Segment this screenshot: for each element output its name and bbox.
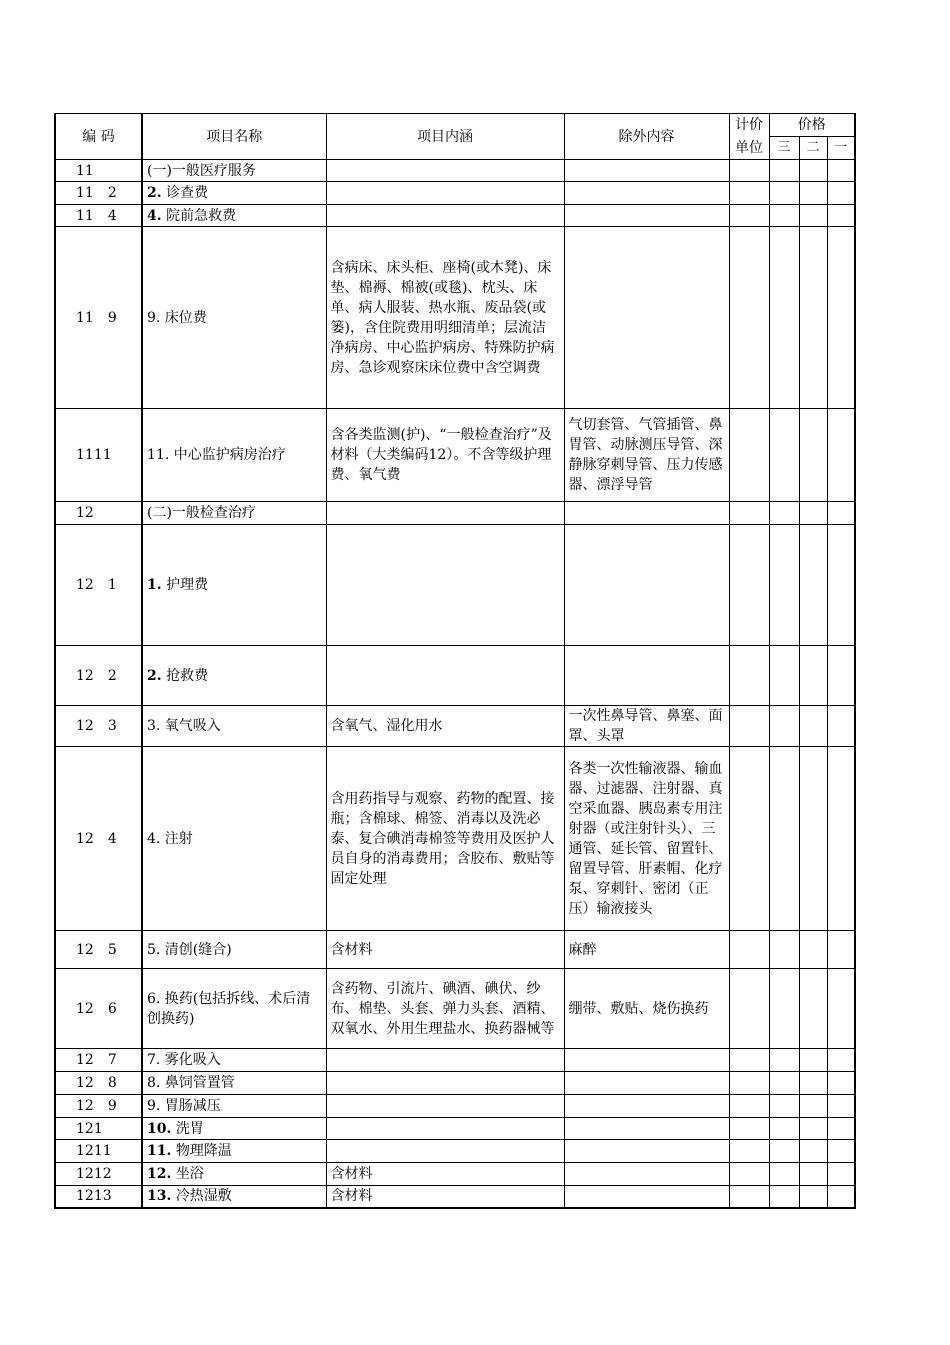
row-unit xyxy=(729,1049,769,1072)
row-price-level-1 xyxy=(827,1186,855,1208)
row-content: 含病床、床头柜、座椅(或木凳)、床垫、棉褥、棉被(或毯)、枕头、床单、病人服装、热水瓶、废品袋(或篓)，含住院费用明细清单；层流洁净病房、中心监护病房、特殊防护病房、急诊观察床床位费中含空调费 xyxy=(326,227,564,409)
row-unit xyxy=(729,502,769,525)
row-code: 1213 xyxy=(55,1186,142,1208)
table-row xyxy=(55,160,855,182)
row-price-level-1 xyxy=(827,160,855,182)
row-name-text: 9. 床位费 xyxy=(147,309,207,326)
row-name xyxy=(142,205,326,227)
row-name xyxy=(142,931,326,969)
row-code: 12 8 xyxy=(55,1072,142,1095)
row-name xyxy=(142,969,326,1049)
row-unit xyxy=(729,969,769,1049)
row-price-level-2 xyxy=(799,1118,827,1140)
row-excluded xyxy=(564,182,729,205)
row-name xyxy=(142,502,326,525)
row-price-level-1 xyxy=(827,747,855,931)
table-row xyxy=(55,1118,855,1140)
row-content xyxy=(326,1140,564,1163)
row-content xyxy=(326,1118,564,1140)
row-name-text: 7. 雾化吸入 xyxy=(147,1052,221,1068)
row-price-level-3 xyxy=(769,1186,799,1208)
row-unit xyxy=(729,1072,769,1095)
row-code: 12 5 xyxy=(55,931,142,969)
row-price-level-3 xyxy=(769,1095,799,1118)
row-price-level-1 xyxy=(827,502,855,525)
row-excluded: 各类一次性输液器、输血器、过滤器、注射器、真空采血器、胰岛素专用注射器（或注射针头）、三通管、延长管、留置针、留置导管、肝素帽、化疗泵、穿刺针、密闭（正压）输液接头 xyxy=(564,747,729,931)
row-code: 1211 xyxy=(55,1140,142,1163)
row-content xyxy=(326,1072,564,1095)
row-content xyxy=(326,182,564,205)
row-unit xyxy=(729,1095,769,1118)
row-excluded: 麻醉 xyxy=(564,931,729,969)
row-price-level-3 xyxy=(769,502,799,525)
table-row xyxy=(55,1186,855,1208)
row-name-text: 冷热湿敷 xyxy=(175,1188,232,1205)
row-number: 11. xyxy=(147,1143,172,1159)
row-price-level-1 xyxy=(827,646,855,706)
header-unit-line1: 计价 xyxy=(729,114,769,137)
row-number: 13. xyxy=(147,1188,172,1205)
row-code: 1212 xyxy=(55,1163,142,1186)
row-name-text: 抢救费 xyxy=(166,667,209,684)
row-unit xyxy=(729,1140,769,1163)
row-name xyxy=(142,1049,326,1072)
table-row xyxy=(55,747,855,931)
row-name xyxy=(142,706,326,747)
row-excluded xyxy=(564,502,729,525)
row-content xyxy=(326,502,564,525)
row-content: 含材料 xyxy=(326,931,564,969)
table-row xyxy=(55,1095,855,1118)
row-content xyxy=(326,646,564,706)
row-price-level-2 xyxy=(799,409,827,502)
row-price-level-1 xyxy=(827,409,855,502)
row-excluded xyxy=(564,1118,729,1140)
row-number: 10. xyxy=(147,1120,172,1137)
row-unit xyxy=(729,1118,769,1140)
row-unit xyxy=(729,525,769,646)
table-row xyxy=(55,1140,855,1163)
row-excluded xyxy=(564,525,729,646)
row-code: 12 9 xyxy=(55,1095,142,1118)
row-price-level-1 xyxy=(827,1118,855,1140)
row-price-level-3 xyxy=(769,747,799,931)
row-code: 12 6 xyxy=(55,969,142,1049)
row-price-level-3 xyxy=(769,969,799,1049)
row-code: 12 1 xyxy=(55,525,142,646)
row-number: 2. xyxy=(147,667,162,684)
row-content: 含材料 xyxy=(326,1163,564,1186)
table-row xyxy=(55,1049,855,1072)
row-unit xyxy=(729,1163,769,1186)
row-name-text: (一)一般医疗服务 xyxy=(147,162,256,179)
row-excluded: 气切套管、气管插管、鼻胃管、动脉测压导管、深静脉穿刺导管、压力传感器、漂浮导管 xyxy=(564,409,729,502)
row-code: 1111 xyxy=(55,409,142,502)
row-name xyxy=(142,409,326,502)
row-unit xyxy=(729,747,769,931)
row-number: 1. xyxy=(147,577,162,593)
row-unit xyxy=(729,1186,769,1208)
row-name xyxy=(142,1140,326,1163)
row-price-level-1 xyxy=(827,227,855,409)
row-name xyxy=(142,227,326,409)
table-row xyxy=(55,931,855,969)
row-name xyxy=(142,182,326,205)
row-price-level-2 xyxy=(799,1049,827,1072)
table-row xyxy=(55,646,855,706)
row-price-level-2 xyxy=(799,160,827,182)
row-excluded: 一次性鼻导管、鼻塞、面罩、头罩 xyxy=(564,706,729,747)
row-code: 11 xyxy=(55,160,142,182)
row-unit xyxy=(729,227,769,409)
row-price-level-2 xyxy=(799,182,827,205)
row-price-level-3 xyxy=(769,409,799,502)
row-excluded xyxy=(564,1186,729,1208)
table-row xyxy=(55,409,855,502)
row-code: 121 xyxy=(55,1118,142,1140)
table-row xyxy=(55,1072,855,1095)
row-price-level-1 xyxy=(827,1072,855,1095)
row-name-text: 护理费 xyxy=(166,577,209,593)
table-row xyxy=(55,1163,855,1186)
row-excluded xyxy=(564,160,729,182)
table-row xyxy=(55,182,855,205)
row-price-level-3 xyxy=(769,1118,799,1140)
header-price: 价格 xyxy=(769,114,855,137)
row-name-text: 11. 中心监护病房治疗 xyxy=(147,447,286,463)
row-name-text: 3. 氧气吸入 xyxy=(147,718,221,734)
row-content: 含各类监测(护)、“一般检查治疗”及材料（大类编码12）。不含等级护理费、氧气费 xyxy=(326,409,564,502)
header-excluded: 除外内容 xyxy=(564,114,729,160)
header-price-level-2: 二 xyxy=(799,137,827,160)
row-price-level-2 xyxy=(799,931,827,969)
row-price-level-3 xyxy=(769,706,799,747)
row-price-level-1 xyxy=(827,1049,855,1072)
header-code: 编 码 xyxy=(55,114,142,160)
table-row xyxy=(55,525,855,646)
row-name-text: 诊查费 xyxy=(166,185,209,201)
row-price-level-1 xyxy=(827,205,855,227)
row-price-level-1 xyxy=(827,1163,855,1186)
row-name-text: 8. 鼻饲管置管 xyxy=(147,1075,235,1091)
row-name-text: 6. 换药(包括拆线、术后清创换药) xyxy=(147,990,311,1027)
row-code: 11 4 xyxy=(55,205,142,227)
row-price-level-2 xyxy=(799,747,827,931)
row-excluded xyxy=(564,1072,729,1095)
row-content xyxy=(326,1049,564,1072)
header-price-level-1: 一 xyxy=(827,137,855,160)
price-table xyxy=(54,113,856,1209)
row-name xyxy=(142,1118,326,1140)
row-name-text: 坐浴 xyxy=(175,1166,204,1182)
row-unit xyxy=(729,931,769,969)
row-content: 含用药指导与观察、药物的配置、接瓶；含棉球、棉签、消毒以及洗必泰、复合碘消毒棉签等费用及医护人员自身的消毒费用；含胶布、敷贴等固定处理 xyxy=(326,747,564,931)
row-price-level-3 xyxy=(769,1140,799,1163)
row-name xyxy=(142,747,326,931)
row-name xyxy=(142,1072,326,1095)
row-name-text: 9. 胃肠减压 xyxy=(147,1098,221,1114)
row-price-level-2 xyxy=(799,525,827,646)
row-excluded xyxy=(564,227,729,409)
row-name-text: 院前急救费 xyxy=(166,207,237,224)
row-price-level-2 xyxy=(799,1095,827,1118)
row-code: 11 2 xyxy=(55,182,142,205)
row-price-level-2 xyxy=(799,1072,827,1095)
row-excluded xyxy=(564,1095,729,1118)
row-content xyxy=(326,1095,564,1118)
row-price-level-1 xyxy=(827,969,855,1049)
row-price-level-2 xyxy=(799,646,827,706)
row-price-level-1 xyxy=(827,1095,855,1118)
row-code: 12 xyxy=(55,502,142,525)
row-name-text: 物理降温 xyxy=(175,1143,232,1159)
row-price-level-2 xyxy=(799,227,827,409)
header-unit-line2: 单位 xyxy=(729,137,769,160)
table-row xyxy=(55,502,855,525)
row-unit xyxy=(729,646,769,706)
row-name-text: 5. 清创(缝合) xyxy=(147,941,232,958)
header-price-level-3: 三 xyxy=(769,137,799,160)
table-row xyxy=(55,205,855,227)
row-code: 12 3 xyxy=(55,706,142,747)
row-price-level-2 xyxy=(799,1163,827,1186)
row-code: 12 4 xyxy=(55,747,142,931)
row-price-level-2 xyxy=(799,502,827,525)
row-name xyxy=(142,1186,326,1208)
table-row xyxy=(55,227,855,409)
row-name xyxy=(142,646,326,706)
row-excluded: 绷带、敷贴、烧伤换药 xyxy=(564,969,729,1049)
row-unit xyxy=(729,205,769,227)
row-price-level-2 xyxy=(799,706,827,747)
row-name xyxy=(142,1163,326,1186)
row-name-text: 洗胃 xyxy=(175,1120,204,1137)
row-content: 含材料 xyxy=(326,1186,564,1208)
row-content xyxy=(326,160,564,182)
row-price-level-3 xyxy=(769,1163,799,1186)
row-code: 12 7 xyxy=(55,1049,142,1072)
row-excluded xyxy=(564,1140,729,1163)
row-unit xyxy=(729,706,769,747)
row-excluded xyxy=(564,646,729,706)
row-code: 12 2 xyxy=(55,646,142,706)
row-content: 含药物、引流片、碘酒、碘伏、纱布、棉垫、头套、弹力头套、酒精、双氧水、外用生理盐水、换药器械等 xyxy=(326,969,564,1049)
row-unit xyxy=(729,160,769,182)
header-name: 项目名称 xyxy=(142,114,326,160)
row-name xyxy=(142,1095,326,1118)
row-price-level-1 xyxy=(827,1140,855,1163)
row-price-level-1 xyxy=(827,525,855,646)
row-price-level-3 xyxy=(769,1049,799,1072)
row-excluded xyxy=(564,1163,729,1186)
row-price-level-3 xyxy=(769,525,799,646)
row-price-level-2 xyxy=(799,969,827,1049)
row-content xyxy=(326,205,564,227)
row-excluded xyxy=(564,1049,729,1072)
row-name-text: (二)一般检查治疗 xyxy=(147,505,256,521)
row-price-level-1 xyxy=(827,706,855,747)
row-price-level-1 xyxy=(827,182,855,205)
row-price-level-3 xyxy=(769,205,799,227)
row-name xyxy=(142,525,326,646)
row-price-level-2 xyxy=(799,1140,827,1163)
row-excluded xyxy=(564,205,729,227)
row-name xyxy=(142,160,326,182)
row-code: 11 9 xyxy=(55,227,142,409)
row-price-level-1 xyxy=(827,931,855,969)
table-row xyxy=(55,706,855,747)
row-price-level-3 xyxy=(769,182,799,205)
row-price-level-3 xyxy=(769,160,799,182)
table-row xyxy=(55,969,855,1049)
row-price-level-3 xyxy=(769,646,799,706)
row-price-level-3 xyxy=(769,931,799,969)
row-unit xyxy=(729,182,769,205)
row-unit xyxy=(729,409,769,502)
row-number: 2. xyxy=(147,185,162,201)
row-number: 4. xyxy=(147,207,162,224)
row-price-level-3 xyxy=(769,227,799,409)
row-number: 12. xyxy=(147,1166,172,1182)
row-price-level-2 xyxy=(799,1186,827,1208)
row-price-level-2 xyxy=(799,205,827,227)
row-name-text: 4. 注射 xyxy=(147,830,193,847)
row-content xyxy=(326,525,564,646)
row-content: 含氧气、湿化用水 xyxy=(326,706,564,747)
header-content: 项目内涵 xyxy=(326,114,564,160)
row-price-level-3 xyxy=(769,1072,799,1095)
